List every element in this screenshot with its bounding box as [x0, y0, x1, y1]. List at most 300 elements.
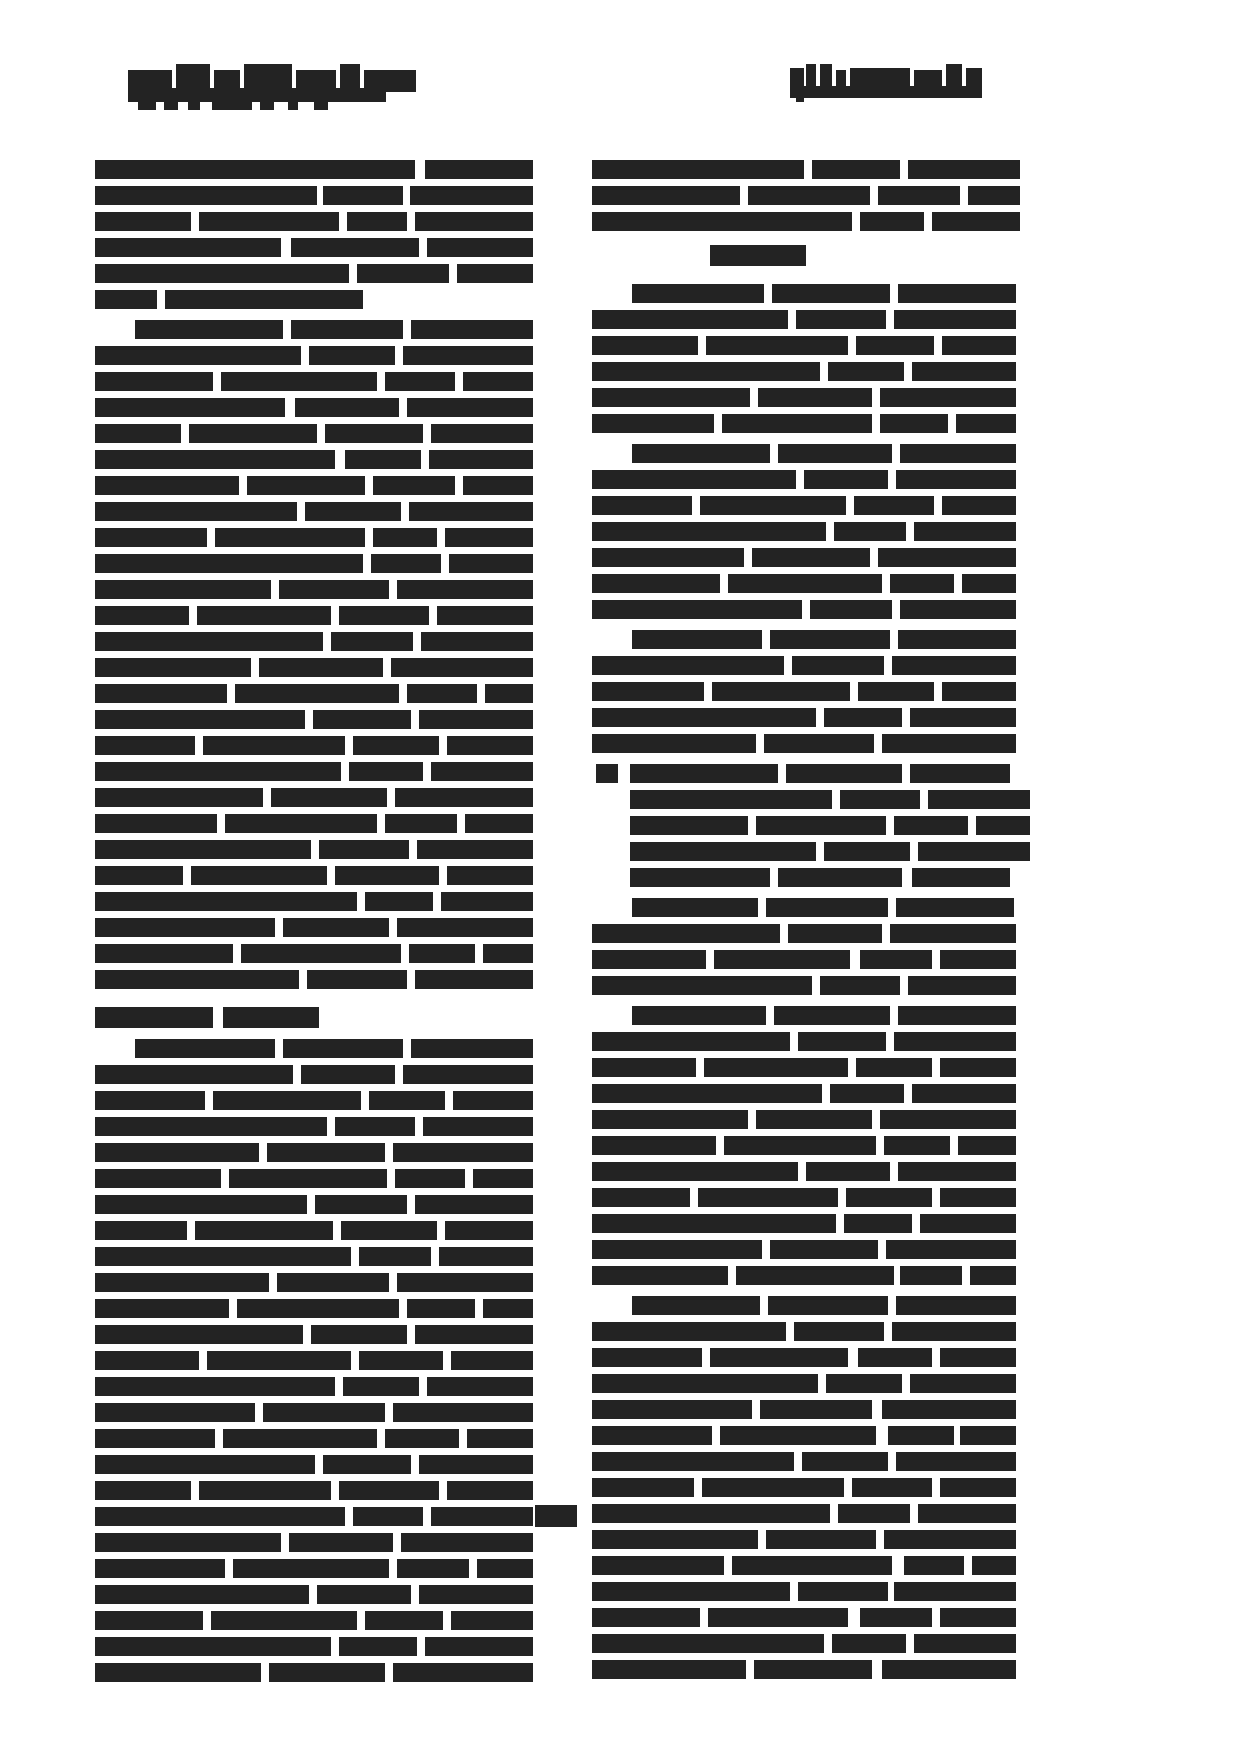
redacted-text-line: [95, 970, 533, 989]
redaction-bar: [860, 212, 924, 231]
redaction-bar: [95, 502, 297, 521]
redaction-bar: [976, 816, 1030, 835]
paragraph-redacted: [592, 444, 1020, 619]
redaction-bar: [359, 1351, 443, 1370]
redaction-bar: [449, 554, 533, 573]
redaction-bar: [191, 866, 327, 885]
redaction-bar: [165, 290, 363, 309]
redaction-bar: [942, 336, 1016, 355]
redacted-text-line: [592, 1240, 1020, 1259]
redaction-bar: [630, 816, 748, 835]
redacted-text-line: [630, 842, 1020, 861]
redaction-bar: [724, 1136, 876, 1155]
redacted-text-line: [95, 1429, 533, 1448]
redaction-bar: [95, 1195, 307, 1214]
redacted-text-line: [95, 580, 533, 599]
paragraph-redacted: [592, 160, 1020, 231]
redacted-text-line: [592, 574, 1020, 593]
redaction-bar: [95, 1007, 213, 1028]
redaction-bar: [912, 362, 1016, 381]
redaction-bar: [365, 1611, 443, 1630]
redaction-bar: [892, 656, 1016, 675]
redaction-bar: [260, 102, 274, 110]
redacted-text-line: [592, 310, 1020, 329]
redacted-text-line: [95, 554, 533, 573]
redaction-bar: [95, 606, 189, 625]
redaction-bar: [908, 976, 1016, 995]
redacted-text-line: [592, 1374, 1020, 1393]
redaction-bar: [415, 212, 533, 231]
redacted-text-line: [592, 362, 1020, 381]
redaction-bar: [592, 1556, 724, 1575]
redaction-bar: [223, 1007, 319, 1028]
redaction-bar: [95, 290, 157, 309]
redaction-bar: [419, 1585, 533, 1604]
redacted-text-line: [592, 1136, 1020, 1155]
redacted-text-line: [95, 372, 533, 391]
redacted-text-line: [592, 414, 1020, 433]
redaction-bar: [95, 264, 349, 283]
redacted-text-line: [95, 840, 533, 859]
redaction-bar: [407, 1299, 475, 1318]
redaction-bar: [756, 1110, 872, 1129]
redaction-bar: [447, 866, 533, 885]
centered-heading-redacted: [592, 245, 1020, 266]
redaction-bar: [802, 1452, 888, 1471]
redaction-bar: [283, 1039, 403, 1058]
redacted-text-line: [592, 1348, 1020, 1367]
redaction-bar: [914, 522, 1016, 541]
redaction-bar: [896, 470, 1016, 489]
redaction-bar: [732, 1556, 892, 1575]
redaction-bar: [798, 1032, 886, 1051]
redacted-text-line: [592, 160, 1020, 179]
redacted-text-line: [592, 1322, 1020, 1341]
redacted-text-line: [95, 1481, 533, 1500]
redaction-bar: [756, 816, 886, 835]
redaction-bar: [353, 736, 439, 755]
redaction-bar: [315, 1195, 407, 1214]
redacted-text-line: [95, 710, 533, 729]
redaction-bar: [894, 1032, 1016, 1051]
redaction-bar: [798, 1582, 888, 1601]
redacted-text-line: [592, 1296, 1020, 1315]
redaction-bar: [898, 1162, 1016, 1181]
redaction-bar: [215, 528, 365, 547]
redaction-bar: [632, 1296, 760, 1315]
redaction-bar: [207, 1351, 351, 1370]
redaction-bar: [365, 892, 433, 911]
redaction-bar: [708, 1608, 848, 1627]
redaction-bar: [970, 1266, 1016, 1285]
redacted-text-line: [592, 1608, 1020, 1627]
redaction-bar: [592, 976, 812, 995]
redaction-bar: [415, 970, 533, 989]
redaction-bar: [473, 1169, 533, 1188]
redacted-text-line: [592, 1188, 1020, 1207]
redaction-bar: [357, 264, 449, 283]
redaction-bar: [592, 1348, 702, 1367]
redacted-text-line: [592, 1006, 1020, 1025]
redacted-text-line: [592, 630, 1020, 649]
redacted-text-line: [592, 1556, 1020, 1575]
redaction-bar: [890, 574, 954, 593]
redaction-bar: [854, 496, 934, 515]
redaction-bar: [425, 1637, 533, 1656]
redaction-bar: [347, 212, 407, 231]
redaction-bar: [592, 496, 692, 515]
redaction-bar: [592, 1426, 712, 1445]
redaction-bar: [485, 684, 533, 703]
redaction-bar: [349, 762, 423, 781]
redacted-text-line: [592, 1266, 1020, 1285]
redacted-text-line: [95, 1637, 533, 1656]
redaction-bar: [894, 310, 1016, 329]
redacted-text-line: [592, 950, 1020, 969]
redaction-bar: [892, 1322, 1016, 1341]
redaction-bar: [592, 1058, 696, 1077]
redaction-bar: [95, 1143, 259, 1162]
redaction-bar: [301, 1065, 395, 1084]
redaction-bar: [212, 102, 252, 110]
redaction-bar: [886, 1240, 1016, 1259]
redaction-bar: [331, 632, 413, 651]
redaction-bar: [339, 1637, 417, 1656]
redacted-text-line: [95, 684, 533, 703]
redaction-bar: [95, 580, 271, 599]
redaction-bar: [592, 522, 826, 541]
redaction-bar: [95, 212, 191, 231]
redaction-bar: [704, 1058, 848, 1077]
redaction-bar: [95, 1351, 199, 1370]
redacted-text-line: [95, 1351, 533, 1370]
redaction-bar: [824, 708, 902, 727]
redaction-bar: [860, 950, 932, 969]
redaction-bar: [592, 1240, 762, 1259]
redaction-bar: [882, 1400, 1016, 1419]
redaction-bar: [95, 1481, 191, 1500]
redaction-bar: [592, 1634, 824, 1653]
redaction-bar: [95, 1273, 269, 1292]
redaction-bar: [774, 1006, 890, 1025]
redaction-bar: [95, 970, 299, 989]
redaction-bar: [463, 372, 533, 391]
redacted-text-line: [592, 1214, 1020, 1233]
redaction-bar: [95, 1247, 351, 1266]
redacted-text-line: [95, 1195, 533, 1214]
paragraph-redacted: [592, 898, 1020, 995]
redaction-bar: [419, 1455, 533, 1474]
redaction-bar: [415, 1325, 533, 1344]
redaction-bar: [95, 346, 301, 365]
redaction-bar: [592, 1582, 790, 1601]
redaction-bar: [421, 632, 533, 651]
redaction-bar: [427, 1377, 533, 1396]
redaction-bar: [211, 1611, 357, 1630]
redaction-bar: [880, 414, 948, 433]
redaction-bar: [393, 1403, 533, 1422]
redacted-text-line: [592, 924, 1020, 943]
redacted-text-line: [95, 1221, 533, 1240]
redaction-bar: [896, 1296, 1016, 1315]
redaction-bar: [700, 496, 846, 515]
redacted-text-line: [95, 1117, 533, 1136]
redaction-bar: [95, 788, 263, 807]
redacted-text-line: [95, 1007, 533, 1028]
redaction-bar: [768, 1296, 888, 1315]
redaction-bar: [128, 88, 386, 102]
redaction-bar: [417, 840, 533, 859]
redacted-text-line: [95, 814, 533, 833]
redaction-bar: [95, 1169, 221, 1188]
redacted-text-line: [592, 284, 1020, 303]
redaction-bar: [317, 1585, 411, 1604]
redaction-bar: [411, 1039, 533, 1058]
redaction-bar: [95, 1663, 261, 1682]
redaction-bar: [95, 1637, 331, 1656]
redaction-bar: [878, 548, 1016, 567]
redaction-bar: [826, 1374, 902, 1393]
redaction-bar: [722, 414, 872, 433]
redacted-text-line: [95, 1455, 533, 1474]
redacted-text-line: [95, 1559, 533, 1578]
redaction-bar: [932, 212, 1020, 231]
redaction-bar: [235, 684, 399, 703]
redaction-bar: [592, 212, 852, 231]
redacted-text-line: [95, 1065, 533, 1084]
redaction-bar: [632, 284, 764, 303]
redacted-text-line: [592, 1058, 1020, 1077]
redacted-text-line: [592, 976, 1020, 995]
redaction-bar: [385, 1429, 459, 1448]
redacted-text-line: [592, 600, 1020, 619]
block-quote-redacted: [630, 764, 1020, 887]
redacted-text-line: [95, 892, 533, 911]
redaction-bar: [95, 762, 341, 781]
redaction-bar: [972, 1556, 1016, 1575]
redaction-bar: [323, 1455, 411, 1474]
redaction-bar: [770, 1240, 878, 1259]
redaction-bar: [213, 1091, 361, 1110]
redaction-bar: [451, 1611, 533, 1630]
redaction-bar: [431, 762, 533, 781]
redaction-bar: [95, 372, 213, 391]
redaction-bar: [882, 734, 1016, 753]
redacted-text-line: [630, 816, 1020, 835]
redaction-bar: [592, 1214, 836, 1233]
redaction-bar: [858, 682, 934, 701]
redaction-bar: [233, 1559, 389, 1578]
redacted-text-line: [95, 866, 533, 885]
redaction-bar: [409, 502, 533, 521]
redacted-text-line: [95, 658, 533, 677]
redacted-text-line: [592, 1634, 1020, 1653]
redaction-bar: [429, 450, 533, 469]
redaction-bar: [880, 388, 1016, 407]
redaction-bar: [410, 186, 533, 205]
redacted-text-line: [592, 444, 1020, 463]
redaction-bar: [884, 1136, 950, 1155]
redaction-bar: [592, 310, 788, 329]
redacted-text-line: [95, 944, 533, 963]
redaction-bar: [592, 548, 744, 567]
redacted-text-line: [592, 1452, 1020, 1471]
redaction-bar: [403, 346, 533, 365]
redaction-bar: [335, 866, 439, 885]
paragraph-redacted: [95, 160, 533, 309]
redaction-bar: [910, 708, 1016, 727]
redaction-bar: [962, 574, 1016, 593]
redaction-bar: [896, 898, 1014, 917]
redaction-bar: [788, 924, 882, 943]
redacted-text-line: [592, 1478, 1020, 1497]
redaction-bar: [95, 866, 183, 885]
redacted-text-line: [95, 632, 533, 651]
redacted-text-line: [95, 1585, 533, 1604]
redaction-bar: [914, 1634, 1016, 1653]
paragraph-redacted: [95, 1039, 533, 1682]
redaction-bar: [359, 1247, 431, 1266]
redacted-text-line: [95, 264, 533, 283]
redaction-bar: [445, 528, 533, 547]
redacted-text-line: [95, 1611, 533, 1630]
redaction-bar: [940, 1608, 1016, 1627]
redaction-bar: [736, 1266, 894, 1285]
redacted-text-line: [95, 212, 533, 231]
right-text-column: [592, 160, 1020, 1690]
redaction-bar: [880, 1110, 1016, 1129]
redacted-text-line: [592, 1426, 1020, 1445]
redaction-bar: [770, 630, 890, 649]
redacted-text-line: [95, 186, 533, 205]
redaction-bar: [878, 186, 960, 205]
redaction-bar: [229, 1169, 387, 1188]
redaction-bar: [720, 1426, 876, 1445]
redaction-bar: [95, 658, 251, 677]
redaction-bar: [940, 950, 1016, 969]
redaction-bar: [760, 1400, 872, 1419]
redaction-bar: [928, 790, 1030, 809]
redaction-bar: [395, 1169, 465, 1188]
redacted-text-line: [592, 522, 1020, 541]
redacted-text-line: [95, 1169, 533, 1188]
redaction-bar: [313, 710, 411, 729]
redaction-bar: [766, 898, 888, 917]
redaction-bar: [95, 1403, 255, 1422]
redaction-bar: [592, 1400, 752, 1419]
redacted-text-line: [95, 1663, 533, 1682]
redaction-bar: [385, 814, 457, 833]
redaction-bar: [820, 976, 900, 995]
redaction-bar: [95, 528, 207, 547]
redaction-bar: [778, 444, 892, 463]
redacted-text-line: [95, 1091, 533, 1110]
redaction-bar: [95, 710, 305, 729]
redaction-bar: [427, 238, 533, 257]
paragraph-redacted: [95, 320, 533, 989]
redaction-bar: [439, 1247, 533, 1266]
redacted-text-line: [592, 734, 1020, 753]
redaction-bar: [592, 708, 816, 727]
redaction-bar: [95, 1325, 303, 1344]
redaction-bar: [792, 656, 884, 675]
redaction-bar: [592, 388, 750, 407]
redaction-bar: [271, 788, 387, 807]
redaction-bar: [748, 186, 870, 205]
redaction-bar: [890, 924, 1016, 943]
redaction-bar: [95, 632, 323, 651]
redaction-bar: [908, 160, 1020, 179]
redacted-text-line: [592, 1162, 1020, 1181]
redaction-bar: [710, 1348, 848, 1367]
redaction-bar: [828, 362, 904, 381]
redaction-bar: [95, 1377, 335, 1396]
redaction-bar: [592, 1162, 798, 1181]
redaction-bar: [810, 600, 892, 619]
redaction-bar: [894, 1582, 1016, 1601]
redacted-text-line: [95, 788, 533, 807]
redaction-bar: [325, 424, 423, 443]
redaction-bar: [463, 476, 533, 495]
redaction-bar: [395, 788, 533, 807]
redaction-bar: [138, 102, 156, 110]
redaction-bar: [856, 336, 934, 355]
redacted-text-line: [95, 398, 533, 417]
redaction-bar: [592, 734, 756, 753]
redaction-bar: [385, 372, 455, 391]
redaction-bar: [247, 476, 365, 495]
redaction-bar: [806, 1162, 890, 1181]
redaction-bar: [968, 186, 1020, 205]
redaction-bar: [341, 1221, 437, 1240]
redaction-bar: [702, 1478, 844, 1497]
redaction-bar: [592, 1136, 716, 1155]
page-number-redacted: [535, 1505, 577, 1527]
redaction-bar: [95, 186, 317, 205]
redaction-bar: [425, 160, 533, 179]
redaction-bar: [221, 372, 377, 391]
redaction-bar: [592, 1478, 694, 1497]
redaction-bar: [824, 842, 910, 861]
redacted-text-line: [592, 496, 1020, 515]
redaction-bar: [279, 580, 389, 599]
redaction-bar: [630, 842, 816, 861]
redaction-bar: [309, 346, 395, 365]
redaction-bar: [397, 580, 533, 599]
redaction-bar: [592, 336, 698, 355]
redacted-text-line: [592, 245, 1020, 266]
header-citation-redacted: [790, 62, 982, 88]
paragraph-redacted: [592, 284, 1020, 433]
redaction-bar: [592, 1266, 728, 1285]
redacted-text-line: [630, 764, 1020, 783]
redacted-text-line: [592, 388, 1020, 407]
redaction-bar: [834, 522, 906, 541]
redaction-bar: [728, 574, 882, 593]
redaction-bar: [95, 1611, 203, 1630]
redacted-text-line: [95, 1299, 533, 1318]
redaction-bar: [904, 1556, 964, 1575]
redaction-bar: [95, 892, 357, 911]
redacted-text-line: [592, 470, 1020, 489]
redaction-bar: [940, 1478, 1016, 1497]
redaction-bar: [592, 1188, 690, 1207]
redaction-bar: [592, 656, 784, 675]
redaction-bar: [632, 630, 762, 649]
redacted-text-line: [95, 1273, 533, 1292]
redacted-text-line: [592, 1110, 1020, 1129]
redaction-bar: [796, 310, 886, 329]
